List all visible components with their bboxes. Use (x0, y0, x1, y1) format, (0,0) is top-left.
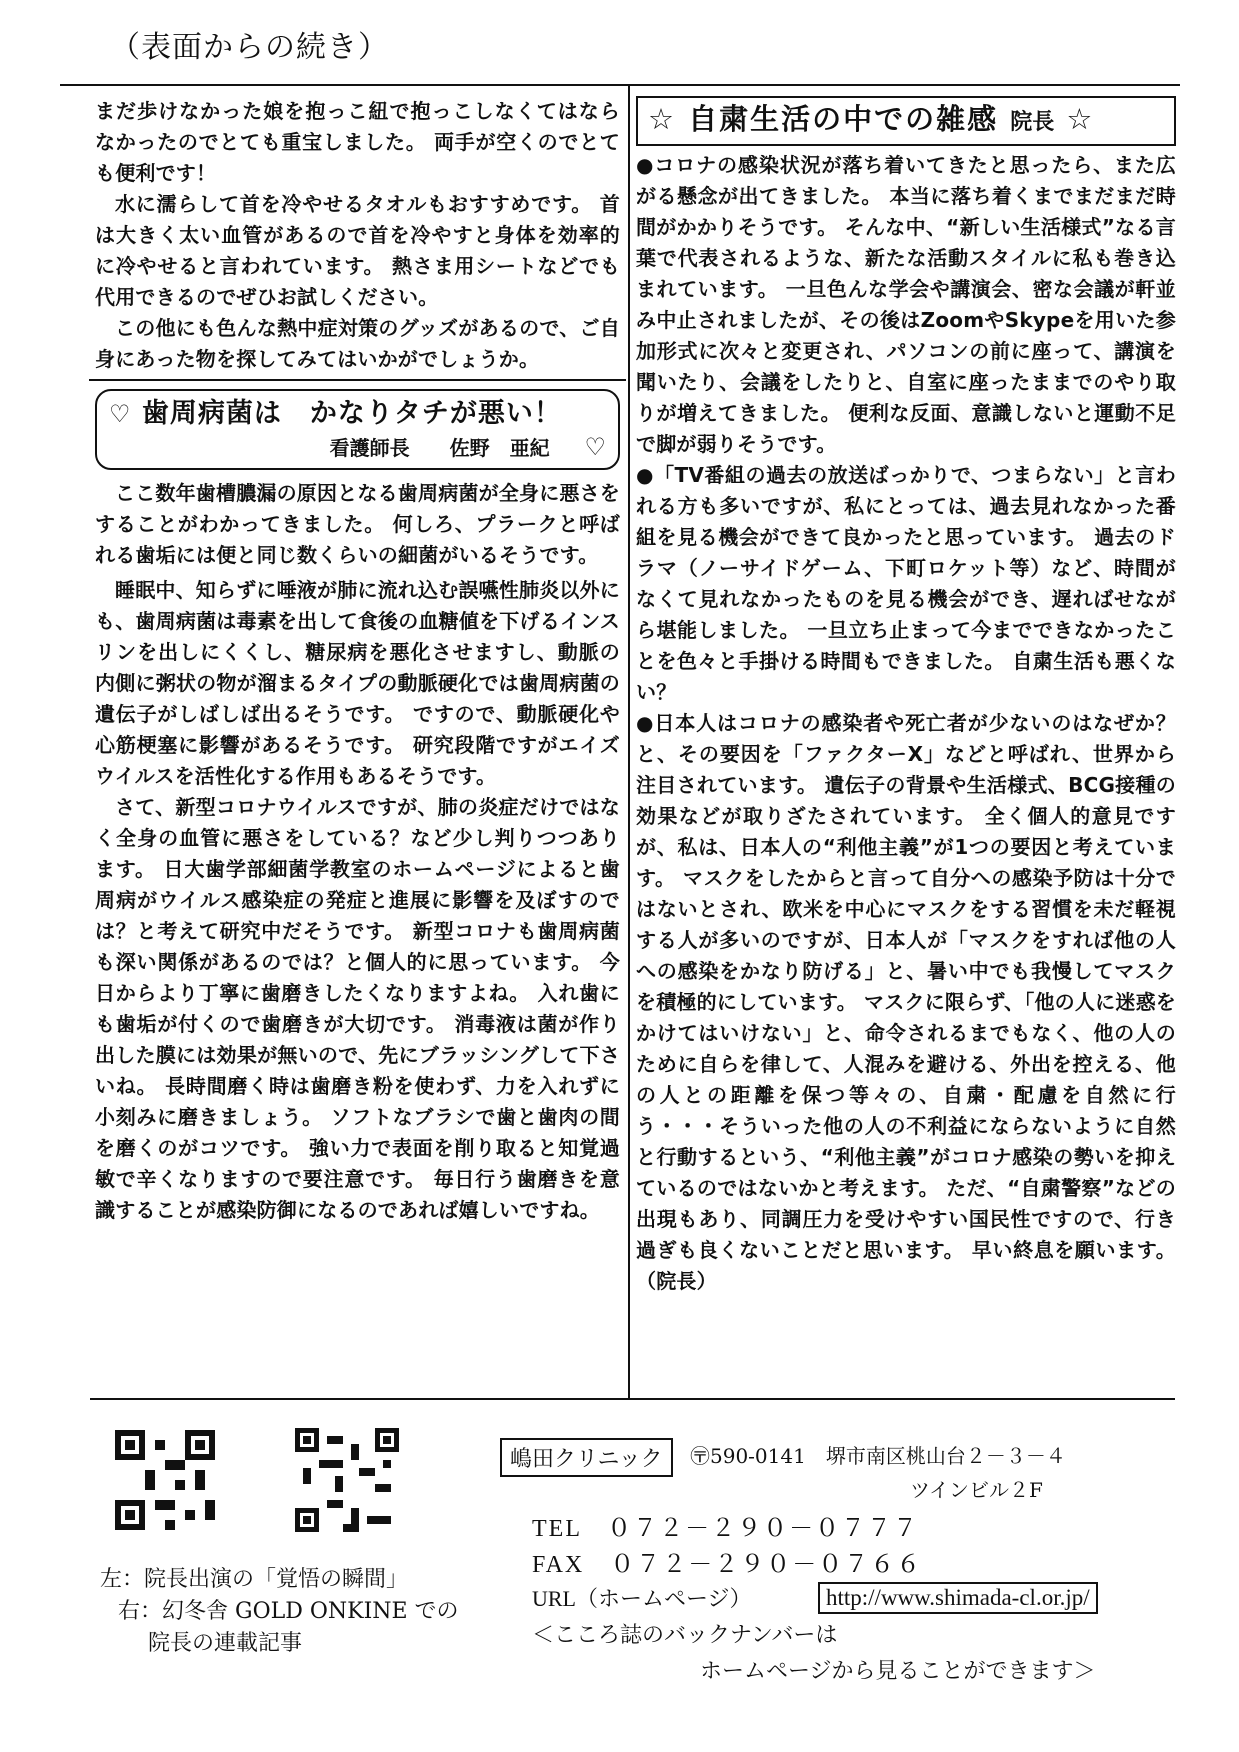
article-author: 看護師長 佐野 亜紀 ♡ (329, 433, 606, 461)
paragraph: さて、新型コロナウイルスですが、肺の炎症だけではなく全身の血管に悪さをしている？など少し判りつつあります。 日大歯学部細菌学教室のホームページによると歯周病がウイルス感染症の発症と進展に影響を及ぼすのでは？と考えて研究中だそうです。 新型コロナも歯周病菌も深い関係があるのでは？と個人的に思っています。 今日からより丁寧に歯磨きしたくなりますよね。 入れ歯にも歯垢が付くので歯磨きが大切です。 消毒液は菌が作り出した膜には効果が無いので、先にブラッシングして下さいね。 長時間磨く時は歯磨き粉を使わず、力を入れずに小刻みに磨きましょう。 ソフトなブラシで歯と歯肉の間を磨くのがコツです。 強い力で表面を削り取ると知覚過敏で辛くなりますので要注意です。 毎日行う歯磨きを意識することが感染防御になるのであれば嬉しいですね。 (95, 795, 620, 1222)
page-header: （表面からの続き） (110, 30, 389, 65)
qr-code-left[interactable] (115, 1430, 215, 1530)
star-icon: ☆ (648, 102, 676, 136)
phone-number: TEL ０７２－２９０－０７７７ (532, 1516, 920, 1542)
star-icon: ☆ (1066, 102, 1095, 136)
section-divider (89, 379, 626, 381)
right-column (636, 96, 1176, 1297)
left-column (95, 96, 620, 1226)
backnumber-note: ホームページから見ることができます＞ (700, 1659, 1096, 1684)
article-title-box (95, 389, 620, 470)
paragraph: ●「TV番組の過去の放送ばっかりで、つまらない」と言われる方も多いですが、私にとっては、過去見れなかった番組を見る機会ができて良かったと思っています。 過去のドラマ（ノーサイドゲーム、下町ロケット等）など、時間がなくて見れなかったものを見る機会ができ、遅ればせながら堪能しました。 一旦立ち止まって今までできなかったことを色々と手掛ける時間もできました。 自粛生活も悪くない？ (636, 463, 1176, 704)
qr-caption: 右：幻冬舎 GOLD ONKINE での (118, 1599, 459, 1624)
top-rule (60, 84, 1180, 86)
heart-icon: ♡ (109, 400, 132, 428)
paragraph: この他にも色んな熱中症対策のグッズがあるので、ご自身にあった物を探してみてはいかがでしょうか。 (95, 316, 620, 371)
fax-number: FAX ０７２－２９０－０７６６ (532, 1552, 923, 1578)
backnumber-note: ＜こころ誌のバックナンバーは (532, 1623, 838, 1648)
paragraph: ●日本人はコロナの感染者や死亡者が少ないのはなぜか？と、その要因を「ファクターX」などと呼ばれ、世界から注目されています。 遺伝子の背景や生活様式、BCG接種の効果などが取りざたされています。 全く個人的意見ですが、私は、日本人の“利他主義”が1つの要因と考えています。 マスクをしたからと言って自分への感染予防は十分ではないとされ、欧米を中心にマスクをする習慣を未だ軽視する人が多いのですが、日本人が「マスクをすれば他の人への感染をかなり防げる」と、暑い中でも我慢してマスクを積極的にしています。 マスクに限らず、「他の人に迷惑をかけてはいけない」と、命令されるまでもなく、他の人のために自らを律して、人混みを避ける、外出を控える、他の人との距離を保つ等々の、自粛・配慮を自然に行う・・・そういった他の人の不利益にならないように自然と行動するという、“利他主義”がコロナ感染の勢いを抑えているのではないかと考えます。 ただ、“自粛警察”などの出現もあり、同調圧力を受けやすい国民性ですので、行き過ぎも良くないことだと思います。 早い終息を願います。（院長） (636, 711, 1176, 1293)
homepage-link[interactable]: http://www.shimada-cl.or.jp/ (818, 1582, 1098, 1614)
postal-address: 〶590-0141 堺市南区桃山台２－３－４ (690, 1444, 1066, 1468)
column-divider (628, 86, 630, 1398)
qr-caption: 左：院長出演の「覚悟の瞬間」 (100, 1567, 409, 1592)
paragraph: 水に濡らして首を冷やせるタオルもおすすめです。 首は大きく太い血管があるので首を冷やすと身体を効率的に冷やせると言われています。 熱さま用シートなどでも代用できるのでぜひお試しください。 (95, 192, 620, 309)
paragraph: ここ数年歯槽膿漏の原因となる歯周病菌が全身に悪さをすることがわかってきました。 何しろ、プラークと呼ばれる歯垢には便と同じ数くらいの細菌がいるそうです。 (95, 481, 620, 567)
building-name: ツインビル２F (910, 1478, 1043, 1502)
paragraph: ●コロナの感染状況が落ち着いてきたと思ったら、また広がる懸念が出てきました。 本当に落ち着くまでまだまだ時間がかかりそうです。 そんな中、“新しい生活様式”なる言葉で代表されるような、新たな活動スタイルに私も巻き込まれています。 一旦色んな学会や講演会、密な会議が軒並み中止されましたが、その後はZoomやSkypeを用いた参加形式に次々と変更され、パソコンの前に座って、講演を聞いたり、会議をしたりと、自室に座ったままでのやり取りが増えてきました。 便利な反面、意識しないと運動不足で脚が弱りそうです。 (636, 153, 1176, 456)
clinic-name: 嶋田クリニック (500, 1438, 673, 1477)
footer-rule (90, 1398, 1175, 1400)
article-title: ☆ 自粛生活の中での雑感 院長 ☆ (636, 96, 1176, 146)
paragraph: まだ歩けなかった娘を抱っこ紐で抱っこしなくてはならなかったのでとても重宝しました。 両手が空くのでとても便利です！ (95, 99, 620, 185)
qr-code-right[interactable] (295, 1428, 399, 1532)
article-title: ♡ 歯周病菌は かなりタチが悪い！ (109, 398, 562, 429)
paragraph: 睡眠中、知らずに唾液が肺に流れ込む誤嚥性肺炎以外にも、歯周病菌は毒素を出して食後の血糖値を下げるインスリンを出しにくくし、糖尿病を悪化させますし、動脈の内側に粥状の物が溜まるタイプの動脈硬化では歯周病菌の遺伝子がしばしば出るそうです。 ですので、動脈硬化や心筋梗塞に影響があるそうです。 研究段階ですがエイズウイルスを活性化する作用もあるそうです。 (95, 578, 620, 788)
url-label: URL（ホームページ） (532, 1586, 752, 1611)
qr-caption: 院長の連載記事 (148, 1631, 303, 1656)
heart-icon: ♡ (584, 433, 606, 461)
